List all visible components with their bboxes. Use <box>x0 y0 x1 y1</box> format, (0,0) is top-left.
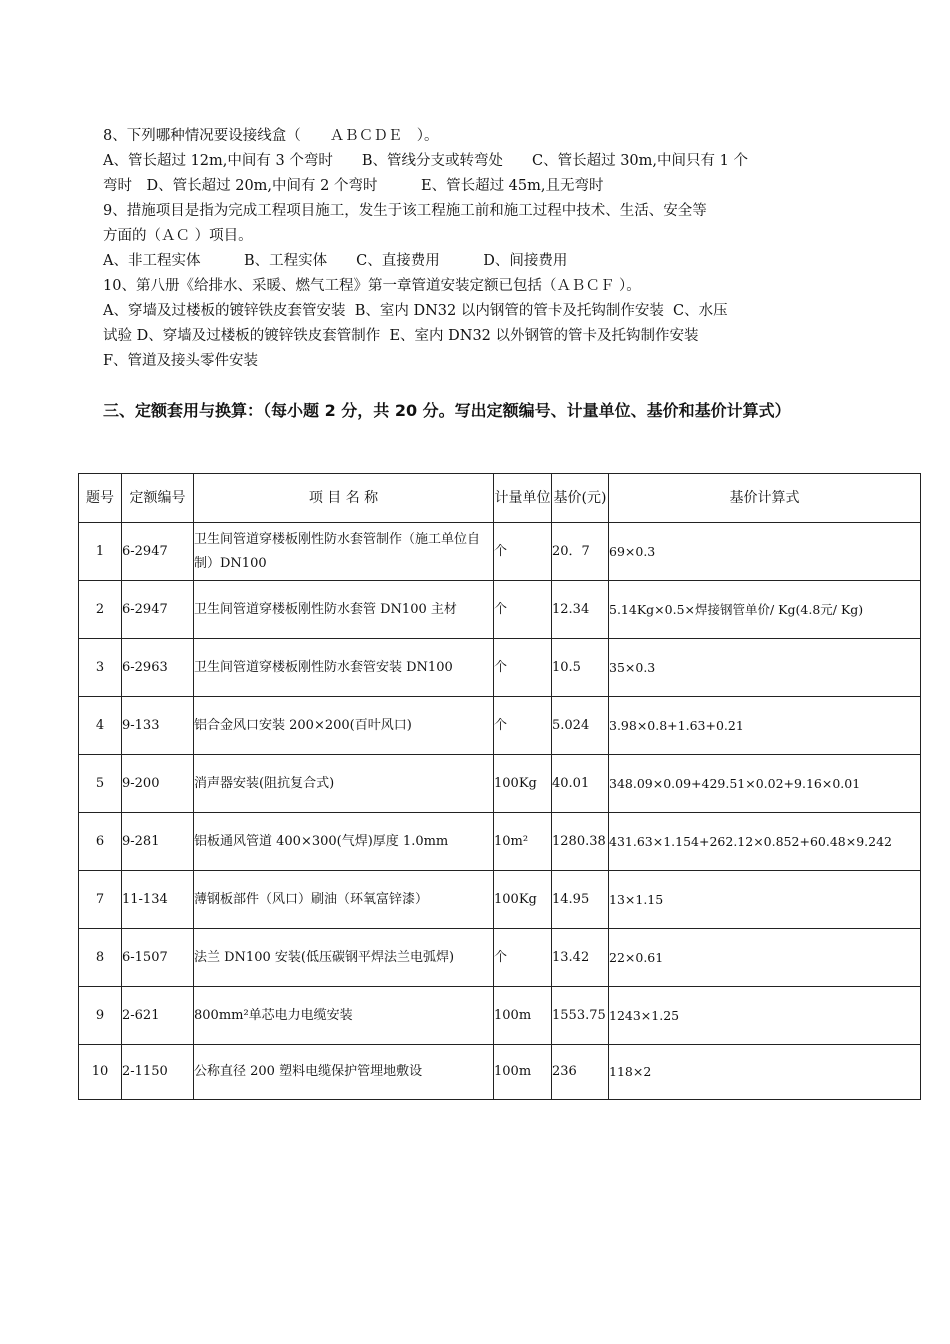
cell-name: 消声器安装(阻抗复合式) <box>194 755 494 813</box>
cell-code: 2-1150 <box>122 1045 194 1100</box>
table-row <box>79 871 921 929</box>
cell-code: 6-1507 <box>122 929 194 987</box>
cell-no: 3 <box>79 639 122 697</box>
cell-formula: 118×2 <box>609 1045 921 1100</box>
question-10-options-line-1: A、穿墙及过楼板的镀锌铁皮套管安装 B、室内 DN32 以内钢管的管卡及托钩制作安装 C、水压 <box>103 303 728 319</box>
cell-no: 7 <box>79 871 122 929</box>
cell-unit: 100Kg <box>494 871 552 929</box>
question-8-title: 8、下列哪种情况要设接线盒（ ＡＢＣＤＥ ）。 <box>103 128 439 144</box>
quota-table <box>78 473 921 1100</box>
question-9-line-1: 9、措施项目是指为完成工程项目施工，发生于该工程施工前和施工过程中技术、生活、安全等 <box>103 203 707 219</box>
header-unit: 计量单位 <box>494 474 552 523</box>
cell-no: 4 <box>79 697 122 755</box>
cell-price: 5.024 <box>552 697 609 755</box>
cell-unit: 个 <box>494 581 552 639</box>
cell-code: 6-2963 <box>122 639 194 697</box>
table-row <box>79 581 921 639</box>
cell-price: 40.01 <box>552 755 609 813</box>
cell-formula: 348.09×0.09+429.51×0.02+9.16×0.01 <box>609 755 921 813</box>
cell-code: 6-2947 <box>122 523 194 581</box>
table-row <box>79 755 921 813</box>
cell-name: 铝合金风口安装 200×200(百叶风口) <box>194 697 494 755</box>
cell-unit: 100m <box>494 987 552 1045</box>
cell-no: 5 <box>79 755 122 813</box>
cell-name: 薄钢板部件（风口）刷油（环氧富锌漆） <box>194 871 494 929</box>
cell-code: 9-281 <box>122 813 194 871</box>
cell-formula: 5.14Kg×0.5×焊接钢管单价/ Kg(4.8元/ Kg) <box>609 581 921 639</box>
cell-price: 13.42 <box>552 929 609 987</box>
cell-formula: 22×0.61 <box>609 929 921 987</box>
cell-price: 1280.38 <box>552 813 609 871</box>
cell-code: 2-621 <box>122 987 194 1045</box>
cell-unit: 个 <box>494 523 552 581</box>
cell-unit: 100Kg <box>494 755 552 813</box>
cell-price: 14.95 <box>552 871 609 929</box>
section-3-title: 三、定额套用与换算：（每小题 2 分，共 20 分。写出定额编号、计量单位、基价和基价计算式） <box>103 401 791 420</box>
cell-no: 9 <box>79 987 122 1045</box>
cell-code: 11-134 <box>122 871 194 929</box>
cell-name: 卫生间管道穿楼板刚性防水套管制作（施工单位自制）DN100 <box>194 523 494 581</box>
cell-code: 6-2947 <box>122 581 194 639</box>
header-code: 定额编号 <box>122 474 194 523</box>
cell-no: 2 <box>79 581 122 639</box>
question-10-options-line-2: 试验 D、穿墙及过楼板的镀锌铁皮套管制作 E、室内 DN32 以外钢管的管卡及托钩制作安装 <box>103 328 699 344</box>
table-row <box>79 929 921 987</box>
table-row <box>79 1045 921 1100</box>
cell-price: 20．7 <box>552 523 609 581</box>
table-row <box>79 697 921 755</box>
cell-code: 9-133 <box>122 697 194 755</box>
header-formula: 基价计算式 <box>609 474 921 523</box>
header-price: 基价(元) <box>552 474 609 523</box>
cell-formula: 35×0.3 <box>609 639 921 697</box>
table-row <box>79 813 921 871</box>
table-row <box>79 639 921 697</box>
cell-formula: 69×0.3 <box>609 523 921 581</box>
cell-formula: 3.98×0.8+1.63+0.21 <box>609 697 921 755</box>
cell-unit: 100m <box>494 1045 552 1100</box>
table-header-row <box>79 474 921 523</box>
question-10-title: 10、第八册《给排水、采暖、燃气工程》第一章管道安装定额已包括（ＡＢＣＦ ）。 <box>103 278 641 294</box>
cell-unit: 个 <box>494 639 552 697</box>
table-row <box>79 987 921 1045</box>
cell-unit: 个 <box>494 697 552 755</box>
cell-name: 铝板通风管道 400×300(气焊)厚度 1.0mm <box>194 813 494 871</box>
cell-no: 10 <box>79 1045 122 1100</box>
cell-formula: 1243×1.25 <box>609 987 921 1045</box>
cell-name: 法兰 DN100 安装(低压碳钢平焊法兰电弧焊) <box>194 929 494 987</box>
cell-name: 800mm²单芯电力电缆安装 <box>194 987 494 1045</box>
cell-name: 卫生间管道穿楼板刚性防水套管安装 DN100 <box>194 639 494 697</box>
cell-no: 6 <box>79 813 122 871</box>
cell-formula: 13×1.15 <box>609 871 921 929</box>
cell-name: 卫生间管道穿楼板刚性防水套管 DN100 主材 <box>194 581 494 639</box>
cell-unit: 个 <box>494 929 552 987</box>
question-9-options: A、非工程实体 B、工程实体 C、直接费用 D、间接费用 <box>103 253 568 269</box>
question-9-line-2: 方面的（ＡＣ ）项目。 <box>103 228 253 244</box>
question-8-options-line-1: A、管长超过 12m,中间有 3 个弯时 B、管线分支或转弯处 C、管长超过 30m,中间只有 1 个 <box>103 153 748 169</box>
cell-no: 1 <box>79 523 122 581</box>
table-row <box>79 523 921 581</box>
cell-formula: 431.63×1.154+262.12×0.852+60.48×9.242 <box>609 813 921 871</box>
cell-price: 12.34 <box>552 581 609 639</box>
cell-code: 9-200 <box>122 755 194 813</box>
cell-price: 1553.75 <box>552 987 609 1045</box>
cell-name: 公称直径 200 塑料电缆保护管埋地敷设 <box>194 1045 494 1100</box>
question-8-options-line-2: 弯时 D、管长超过 20m,中间有 2 个弯时 E、管长超过 45m,且无弯时 <box>103 178 604 194</box>
cell-price: 10.5 <box>552 639 609 697</box>
header-no: 题号 <box>79 474 122 523</box>
cell-price: 236 <box>552 1045 609 1100</box>
question-10-options-line-3: F、管道及接头零件安装 <box>103 353 259 369</box>
cell-unit: 10m² <box>494 813 552 871</box>
cell-no: 8 <box>79 929 122 987</box>
header-name: 项 目 名 称 <box>194 474 494 523</box>
